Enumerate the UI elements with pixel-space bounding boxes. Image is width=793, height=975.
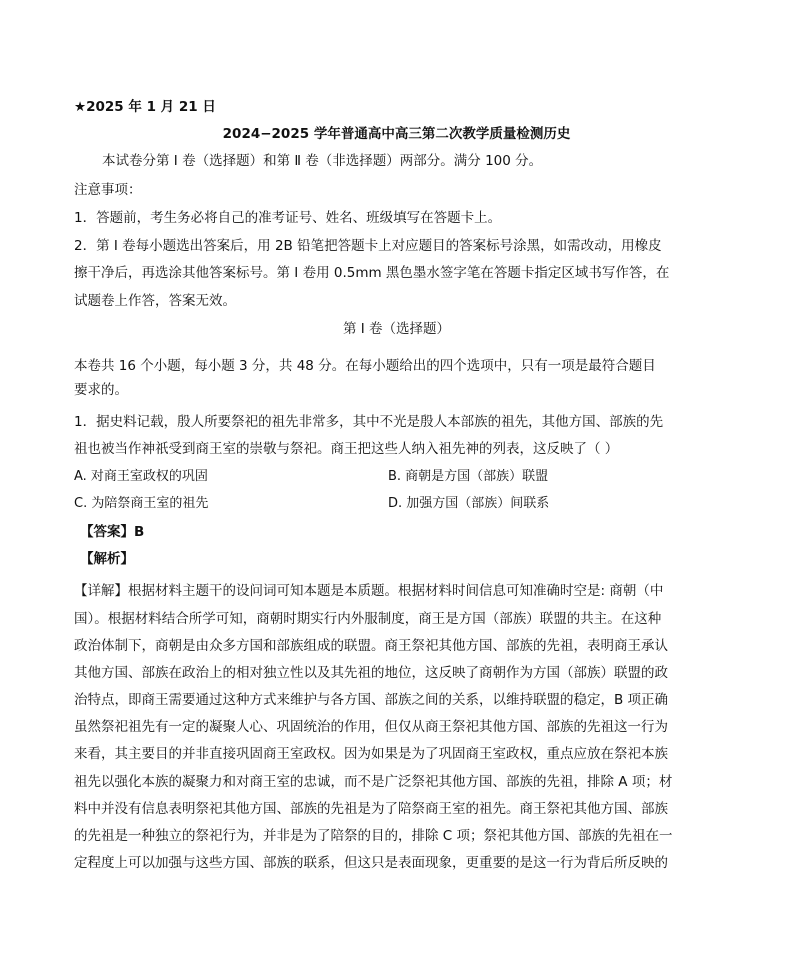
question-1-line: 1．据史料记载，殷人所要祭祀的祖先非常多，其中不光是殷人本部族的祖先，其他方国、部族的先	[74, 414, 664, 430]
detail-line: 料中并没有信息表明祭祀其他方国、部族的先祖是为了陪祭商王室的祖先。商王祭祀其他方国、部族	[74, 801, 668, 817]
notice-item-2-line: 试题卷上作答，答案无效。	[74, 293, 236, 309]
detail-line: 祖先以强化本族的凝聚力和对商王室的忠诚，而不是广泛祭祀其他方国、部族的先祖，排除 A 项；材	[74, 774, 673, 790]
option-b: B. 商朝是方国（部族）联盟	[388, 469, 549, 484]
detail-line: 定程度上可以加强与这些方国、部族的联系，但这只是表面现象，更重要的是这一行为背后所反映的	[74, 855, 668, 871]
notice-item-2-line: 2．第 Ⅰ 卷每小题选出答案后，用 2B 铅笔把答题卡上对应题目的答案标号涂黑，如需改动，用橡皮	[74, 238, 662, 254]
detail-line: 来看，其主要目的并非直接巩固商王室政权。因为如果是为了巩固商王室政权，重点应放在祭祀本族	[74, 746, 668, 762]
section-title: 第 Ⅰ 卷（选择题）	[342, 321, 451, 337]
answer-label: 【答案】B	[80, 524, 145, 540]
detail-line: 【详解】根据材料主题干的设问词可知本题是本质题。根据材料时间信息可知准确时空是: 商朝（中	[74, 583, 664, 599]
exam-intro: 本试卷分第 Ⅰ 卷（选择题）和第 Ⅱ 卷（非选择题）两部分。满分 100 分。	[102, 153, 543, 169]
question-1-line: 祖也被当作神祇受到商王室的崇敬与祭祀。商王把这些人纳入祖先神的列表，这反映了（ ）	[74, 441, 619, 457]
option-c: C. 为陪祭商王室的祖先	[74, 496, 209, 511]
section-intro-line: 要求的。	[74, 382, 128, 398]
notice-item-1: 1．答题前，考生务必将自己的准考证号、姓名、班级填写在答题卡上。	[74, 210, 502, 226]
option-a: A. 对商王室政权的巩固	[74, 469, 208, 484]
detail-line: 国）。根据材料结合所学可知，商朝时期实行内外服制度，商王是方国（部族）联盟的共主。在这种	[74, 611, 662, 627]
section-intro-line: 本卷共 16 个小题，每小题 3 分，共 48 分。在每小题给出的四个选项中，只有一项是最符合题目	[74, 358, 656, 374]
notice-item-2-line: 擦干净后，再选涂其他答案标号。第 Ⅰ 卷用 0.5mm 黑色墨水签字笔在答题卡指定区域书写作答，在	[74, 265, 670, 281]
analysis-label: 【解析】	[80, 551, 134, 567]
detail-line: 虽然祭祀祖先有一定的凝聚人心、巩固统治的作用，但仅从商王祭祀其他方国、部族的先祖这一行为	[74, 719, 668, 735]
detail-line: 治特点，即商王需要通过这种方式来维护与各方国、部族之间的关系，以维持联盟的稳定，B 项正确	[74, 692, 669, 708]
detail-line: 政治体制下，商朝是由众多方国和部族组成的联盟。商王祭祀其他方国、部族的先祖，表明商王承认	[74, 638, 668, 654]
detail-line: 其他方国、部族在政治上的相对独立性以及其先祖的地位，这反映了商朝作为方国（部族）联盟的政	[74, 665, 668, 681]
exam-title: 2024−2025 学年普通高中高三第二次教学质量检测历史	[222, 126, 571, 142]
notice-heading: 注意事项：	[74, 182, 142, 198]
detail-line: 的先祖是一种独立的祭祀行为，并非是为了陪祭的目的，排除 C 项；祭祀其他方国、部族的先祖在一	[74, 828, 673, 844]
option-d: D. 加强方国（部族）间联系	[388, 496, 550, 511]
date-line: ★2025 年 1 月 21 日	[74, 99, 216, 115]
